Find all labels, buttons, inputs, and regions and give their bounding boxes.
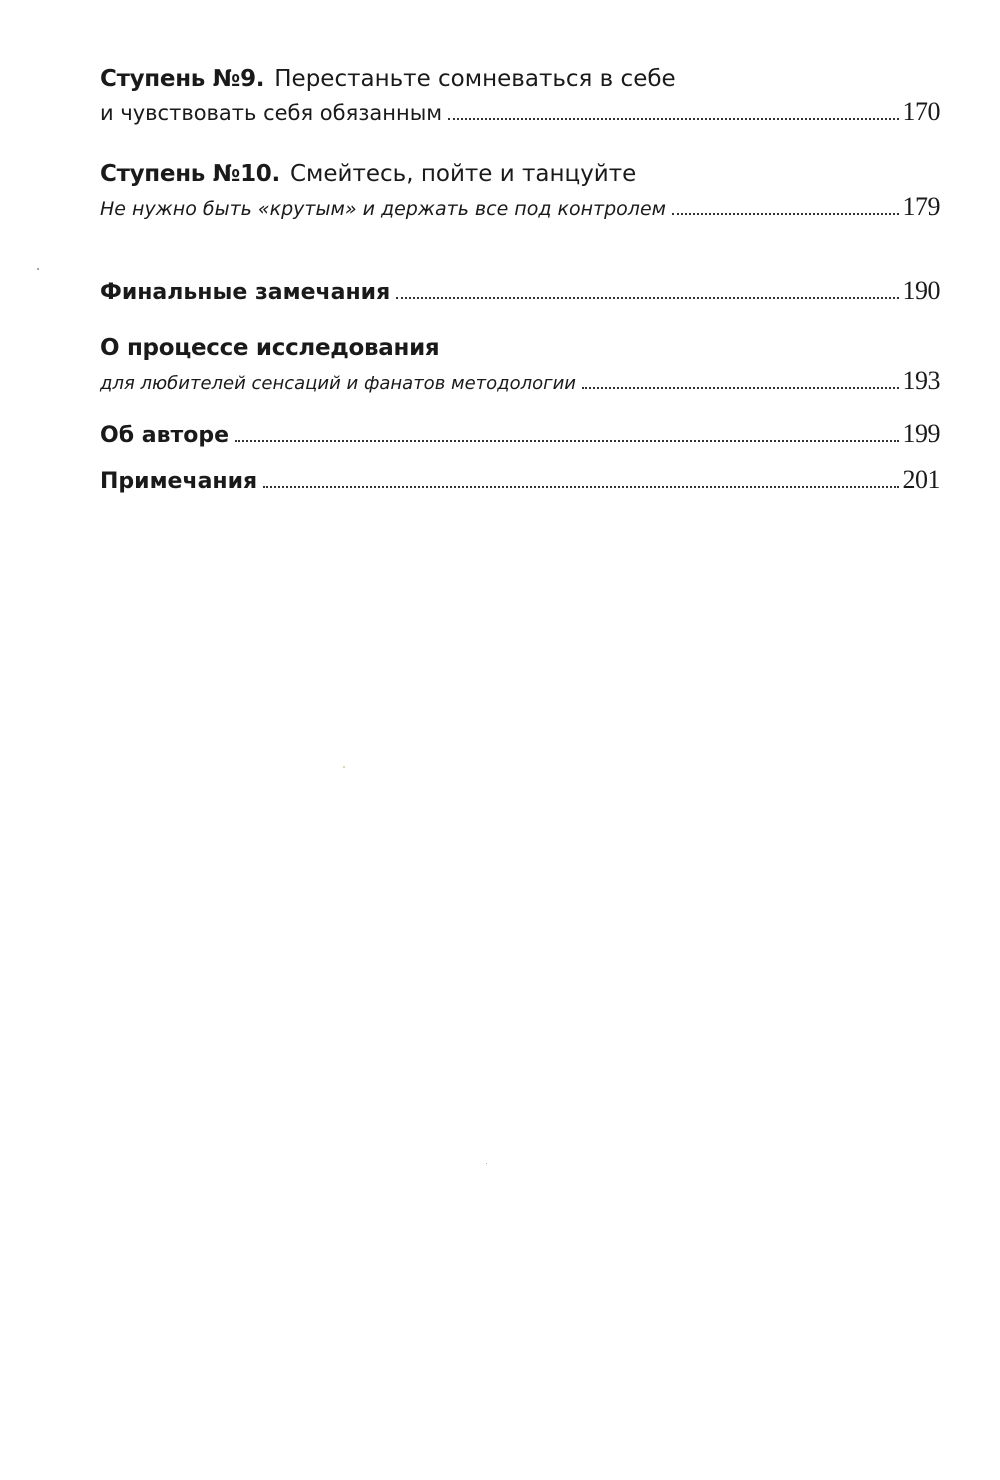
step-title: Смейтесь, пойте и танцуйте — [289, 161, 637, 187]
toc-entry-leader — [100, 464, 940, 498]
scan-speck — [486, 1163, 487, 1164]
toc-entry-heading — [100, 62, 940, 96]
page-number: 193 — [902, 366, 940, 395]
toc-entry-final-remarks[interactable] — [100, 275, 940, 309]
entry-subtitle: для любителей сенсаций и фанатов методологии — [100, 373, 576, 394]
step-title: Перестаньте сомневаться в себе — [274, 66, 676, 92]
entry-title: Примечания — [100, 469, 258, 494]
page-number: 199 — [902, 419, 940, 448]
toc-entry-research-process[interactable] — [100, 331, 940, 400]
page-number: 179 — [902, 192, 940, 221]
dot-leader — [582, 387, 899, 389]
entry-title: Финальные замечания — [100, 280, 391, 305]
step-subtitle: Не нужно быть «крутым» и держать все под контролем — [100, 198, 666, 220]
page-number: 190 — [902, 276, 940, 305]
toc-entry-leader — [100, 365, 940, 400]
toc-entry-leader — [100, 275, 940, 309]
toc-entry-heading — [100, 157, 940, 191]
scan-speck — [343, 766, 345, 768]
dot-leader — [396, 297, 898, 299]
toc-entry-leader — [100, 96, 940, 129]
step-label: Ступень №9. — [100, 66, 265, 92]
toc-entry-about-author[interactable] — [100, 418, 940, 452]
toc-entry-step-9[interactable] — [100, 62, 940, 129]
step-label: Ступень №10. — [100, 161, 280, 187]
entry-title: Об авторе — [100, 423, 230, 448]
toc-entry-heading — [100, 331, 940, 365]
dot-leader — [235, 440, 898, 442]
step-subtitle: и чувствовать себя обязанным — [100, 101, 443, 125]
dot-leader — [672, 213, 899, 215]
toc-entry-notes[interactable] — [100, 464, 940, 498]
dot-leader — [448, 118, 898, 120]
toc-entry-step-10[interactable] — [100, 157, 940, 225]
toc-entry-leader — [100, 418, 940, 452]
table-of-contents — [100, 62, 940, 498]
page-number: 170 — [902, 97, 940, 126]
dot-leader — [263, 486, 898, 488]
entry-title: О процессе исследования — [100, 335, 440, 361]
scan-speck — [37, 268, 39, 270]
toc-entry-leader — [100, 191, 940, 225]
page-number: 201 — [902, 465, 940, 494]
